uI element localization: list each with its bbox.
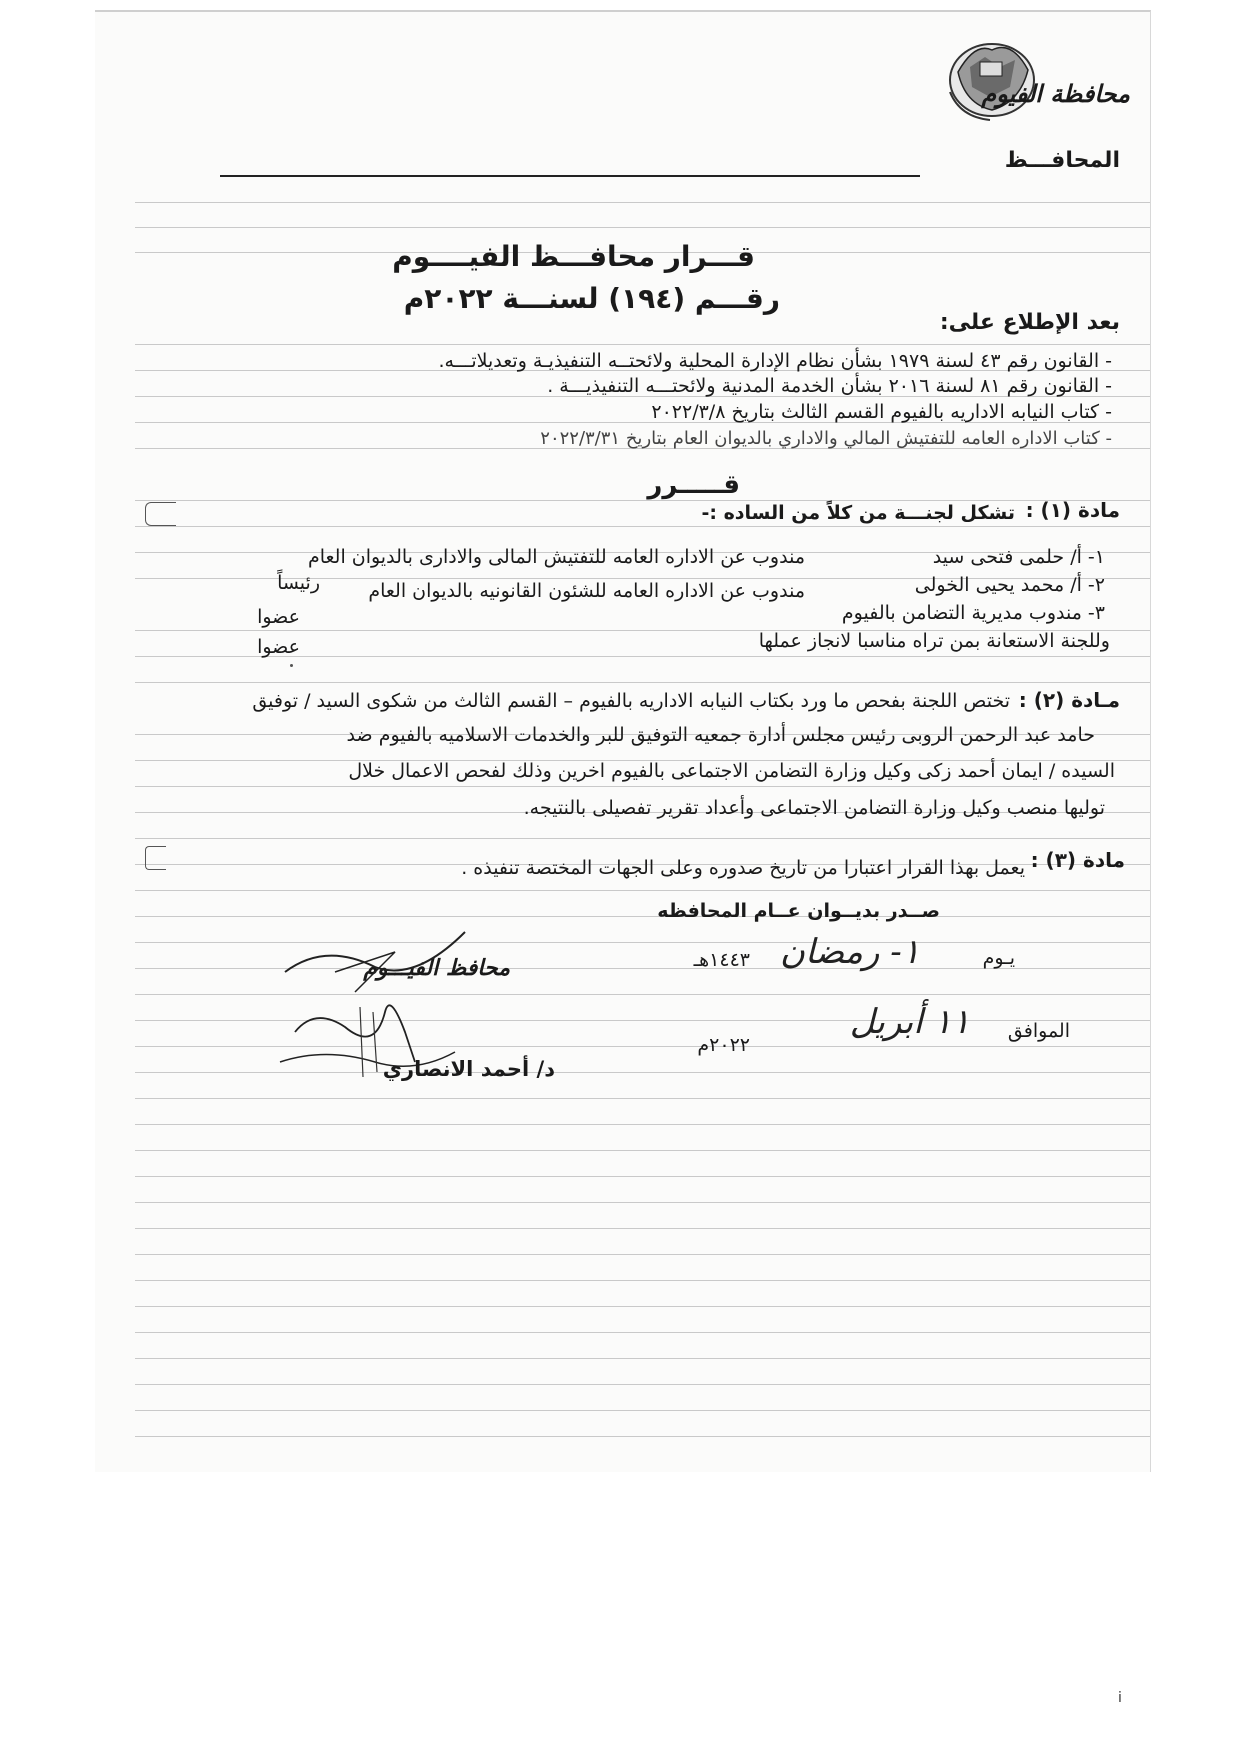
seal-text: محافظة الفيوم [981, 80, 1130, 108]
preamble-item: - كتاب النيابه الاداريه بالفيوم القسم الثالث بتاريخ ٢٠٢٢/٣/٨ [651, 401, 1112, 423]
signature-title: محافظ الفيـــوم [363, 956, 510, 981]
member-role: مندوب عن الاداره العامه للشئون القانونيه بالديوان العام [368, 580, 805, 602]
margin-bracket-mark [145, 502, 176, 526]
header-divider [220, 175, 920, 177]
article2-line: تختص اللجنة بفحص ما ورد بكتاب النيابه الاداريه بالفيوم – القسم الثالث من شكوى السيد / توفيق [252, 690, 1010, 712]
member-role: مندوب عن الاداره العامه للتفتيش المالى والادارى بالديوان العام [307, 546, 805, 568]
article1-text: تشكل لجنـــة من كلاً من الساده :- [701, 502, 1015, 524]
article1-note: وللجنة الاستعانة بمن تراه مناسبا لانجاز عملها [758, 630, 1110, 652]
hijri-year: ١٤٤٣هـ [693, 949, 750, 971]
decided-heading: قـــــرر [647, 470, 740, 500]
issued-at: صــدر بديــوان عــام المحافظه [657, 900, 940, 922]
day-handwritten: ١- رمضان [779, 932, 920, 972]
preamble-item: - القانون رقم ٤٣ لسنة ١٩٧٩ بشأن نظام الإدارة المحلية ولائحتــه التنفيذيـة وتعديلاتـــه. [438, 350, 1112, 372]
member-position: عضوا [257, 636, 300, 658]
decree-title: قـــرار محافـــظ الفيــــوم [392, 240, 755, 273]
member-name: ٢- أ/ محمد يحيى الخولى [914, 574, 1105, 596]
greg-handwritten: ١١ أبريل [849, 1002, 970, 1042]
article2-label: مـادة (٢) : [1018, 688, 1120, 712]
article2-line: السيده / ايمان أحمد زكى وكيل وزارة التضامن الاجتماعى بالفيوم اخرين وذلك لفحص الاعمال خلال [348, 760, 1115, 782]
scan-speck [290, 664, 293, 667]
footer-mark: i [1118, 1690, 1122, 1706]
article1-label: مادة (١) : [1025, 498, 1120, 522]
greg-label: الموافق [1007, 1020, 1070, 1042]
article3-text: يعمل بهذا القرار اعتبارا من تاريخ صدوره وعلى الجهات المختصة تنفيذه . [461, 857, 1025, 879]
preamble-item: - كتاب الاداره العامه للتفتيش المالي والاداري بالديوان العام بتاريخ ٢٠٢٢/٣/٣١ [540, 428, 1112, 449]
member-name: ١- أ/ حلمى فتحى سيد [932, 546, 1105, 568]
signatory-name: د/ أحمد الانصاري [382, 1057, 555, 1081]
preamble-item: - القانون رقم ٨١ لسنة ٢٠١٦ بشأن الخدمة المدنية ولائحتـــه التنفيذيـــة . [547, 375, 1112, 397]
article2-line: حامد عبد الرحمن الروبى رئيس مجلس أدارة جمعيه التوفيق للبر والخدمات الاسلاميه بالفيوم ضد [346, 724, 1095, 746]
day-label: يـوم [982, 947, 1015, 969]
member-name: ٣- مندوب مديرية التضامن بالفيوم [841, 602, 1105, 624]
article2-line: توليها منصب وكيل وزارة التضامن الاجتماعى وأعداد تقرير تفصيلى بالنتيجه. [523, 797, 1105, 819]
greg-year: ٢٠٢٢م [697, 1034, 750, 1056]
department-label: المحافـــظ [1004, 148, 1120, 173]
article3-label: مادة (٣) : [1030, 848, 1125, 872]
preamble-heading: بعد الإطلاع على: [939, 310, 1120, 335]
member-position: عضوا [257, 606, 300, 628]
decree-number: رقـــم (١٩٤) لسنـــة ٢٠٢٢م [403, 282, 780, 315]
document-page [95, 10, 1151, 1472]
member-position: رئيساً [277, 572, 320, 594]
margin-bracket-mark [145, 846, 166, 870]
